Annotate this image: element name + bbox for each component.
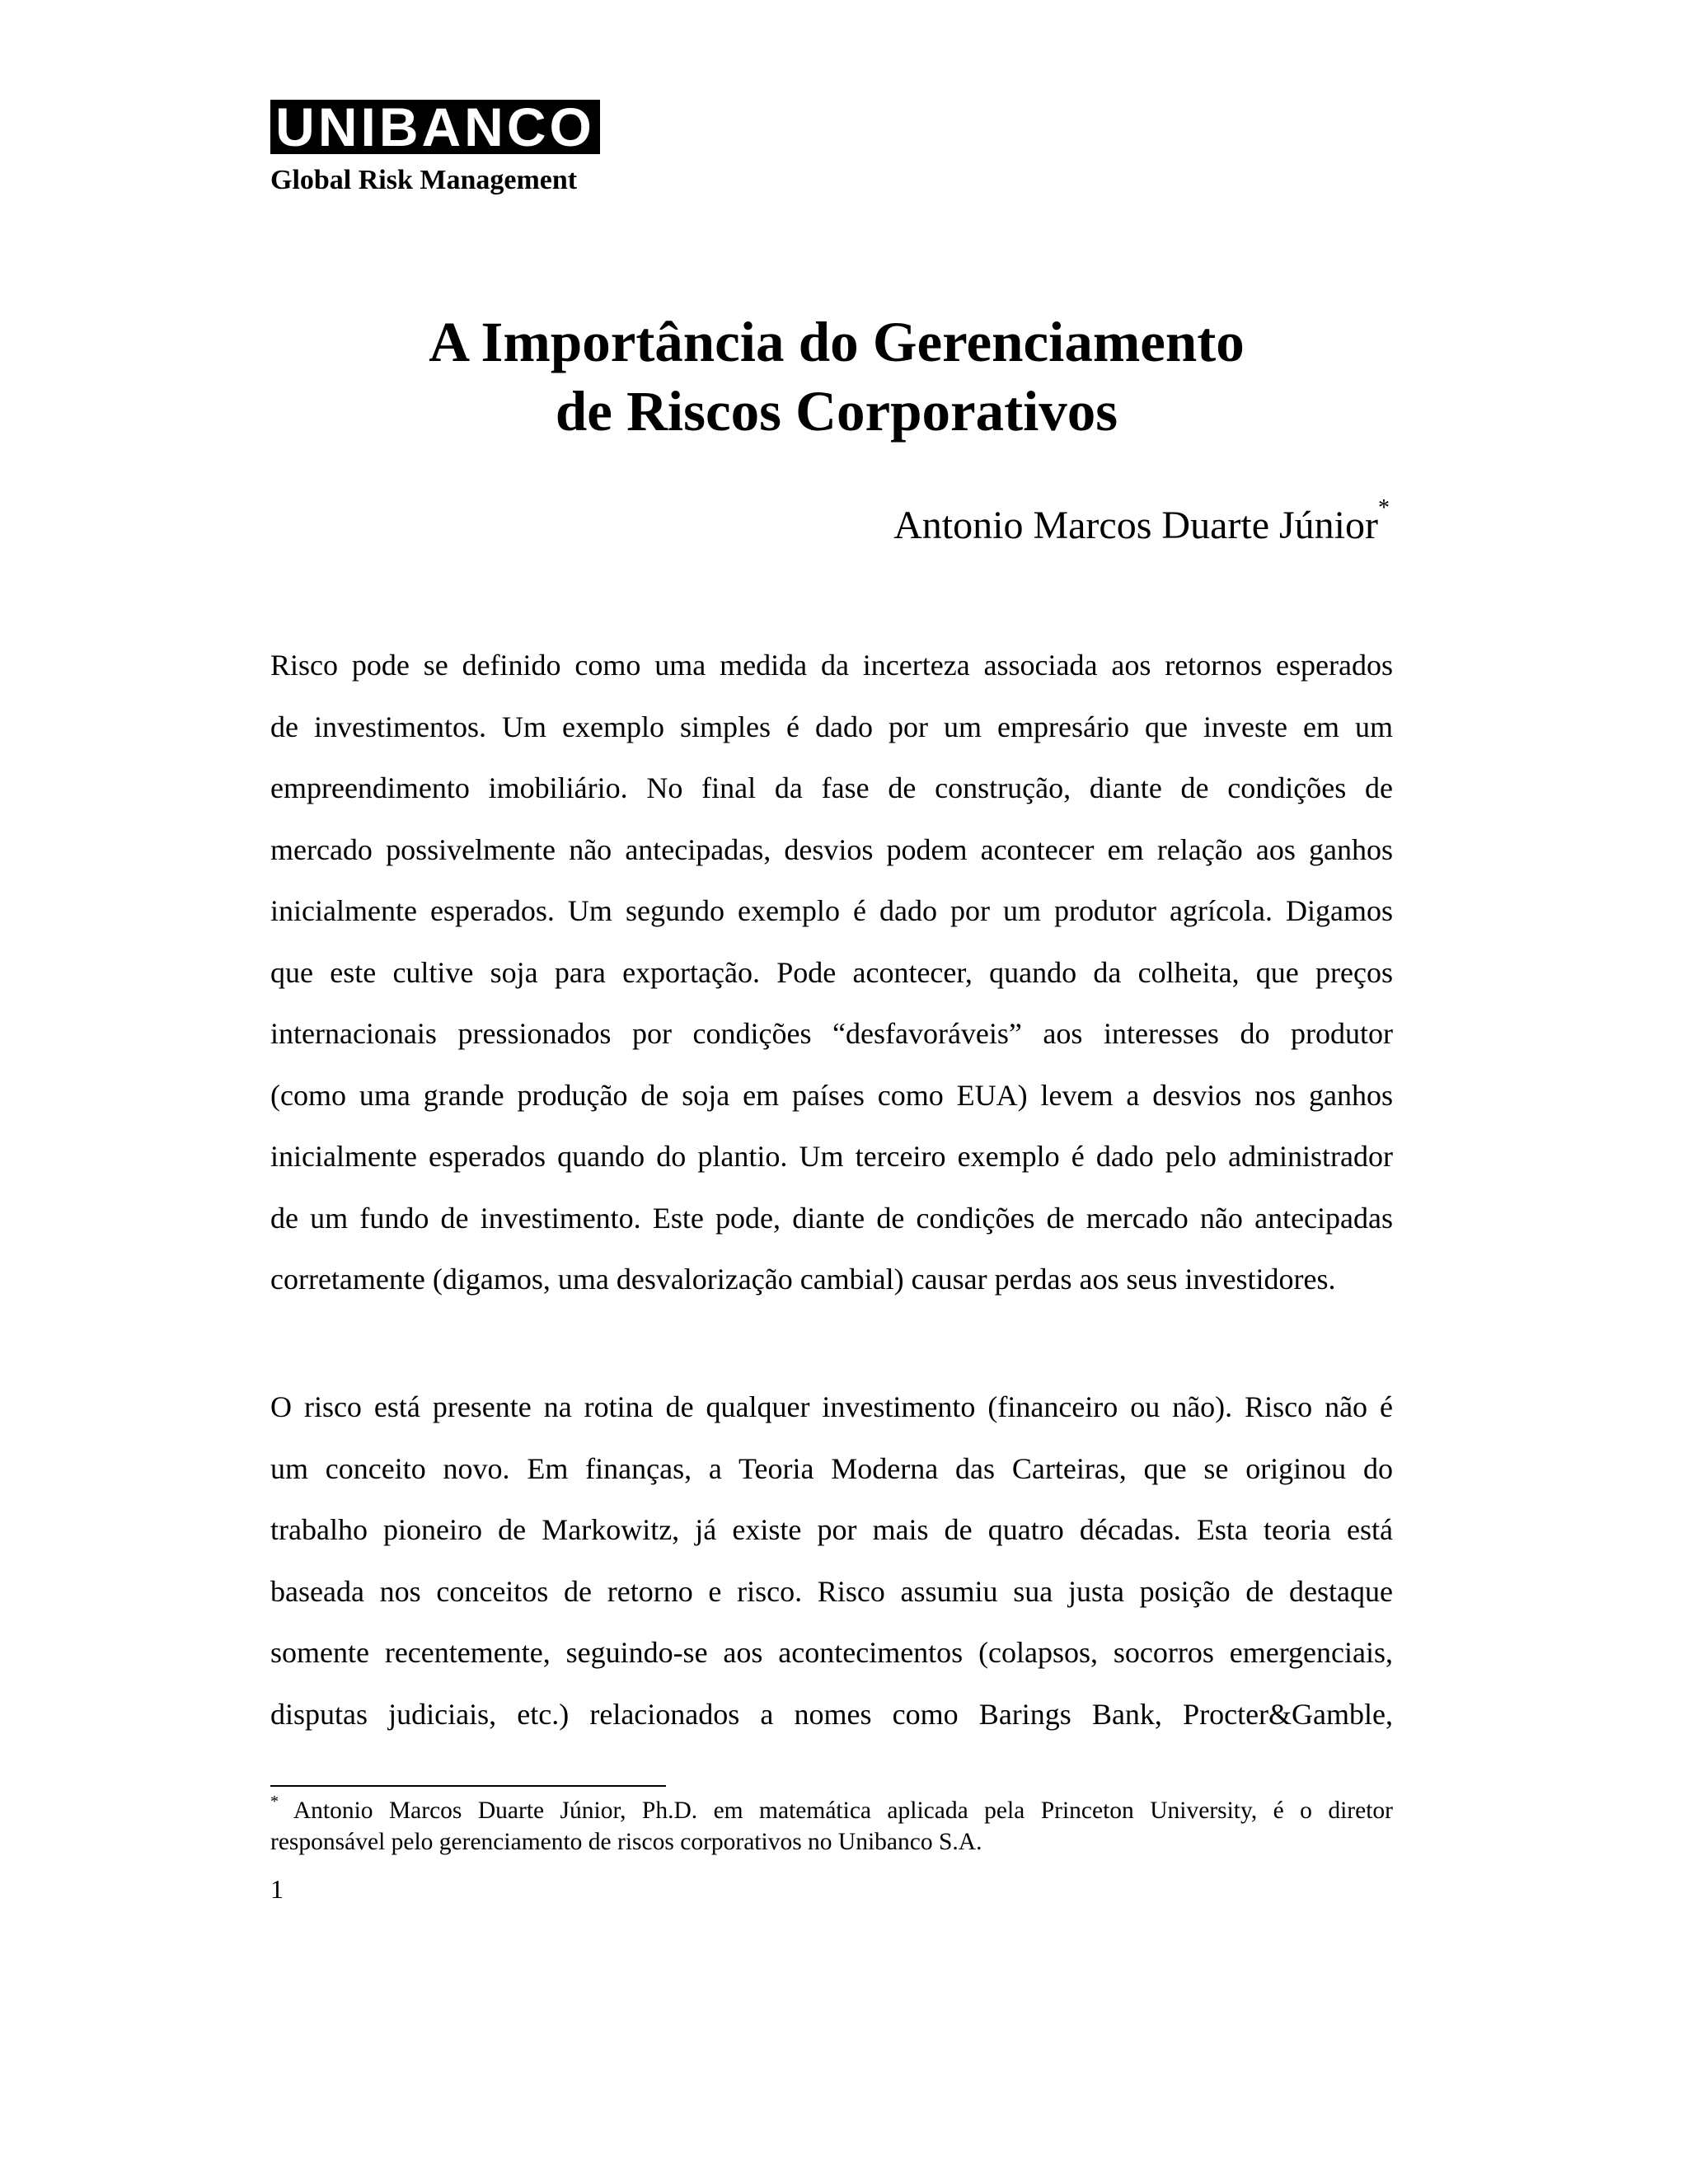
- paragraph-line: somente recentemente, seguindo-se aos acontecimentos (colapsos, socorros emergenciais,: [270, 1636, 1393, 1669]
- department-subtitle: Global Risk Management: [270, 165, 578, 195]
- paragraph-line: que este cultive soja para exportação. Pode acontecer, quando da colheita, que preços: [270, 955, 1393, 989]
- paragraph-line: baseada nos conceitos de retorno e risco. Risco assumiu sua justa posição de destaque: [270, 1574, 1393, 1608]
- paragraph-line: O risco está presente na rotina de qualquer investimento (financeiro ou não). Risco não é: [270, 1390, 1393, 1423]
- paragraph-line: disputas judiciais, etc.) relacionados a nomes como Barings Bank, Procter&Gamble,: [270, 1697, 1393, 1731]
- paragraph-1: [270, 635, 1393, 1310]
- paragraph-line: inicialmente esperados quando do plantio. Um terceiro exemplo é dado pelo administrador: [270, 1140, 1393, 1173]
- paragraph-line: inicialmente esperados. Um segundo exemplo é dado por um produtor agrícola. Digamos: [270, 894, 1393, 927]
- paragraph-line: mercado possivelmente não antecipadas, desvios podem acontecer em relação aos ganhos: [270, 832, 1393, 866]
- paragraph-line: de um fundo de investimento. Este pode, diante de condições de mercado não antecipadas: [270, 1201, 1393, 1235]
- paragraph-line: empreendimento imobiliário. No final da fase de construção, diante de condições de: [270, 771, 1393, 804]
- paragraph-line: Risco pode se definido como uma medida da incerteza associada aos retornos esperados: [270, 649, 1393, 682]
- footnote-line-2: responsável pelo gerenciamento de riscos corporativos no Unibanco S.A.: [270, 1829, 982, 1855]
- footnote-line-1: [270, 1795, 1393, 1826]
- footnote: [270, 1795, 1393, 1858]
- paragraph-line: um conceito novo. Em finanças, a Teoria Moderna das Carteiras, que se originou do: [270, 1451, 1393, 1485]
- author-byline: [893, 495, 1390, 551]
- author-footnote-marker: *: [1378, 495, 1390, 521]
- footnote-marker: *: [270, 1793, 279, 1811]
- author-name: Antonio Marcos Duarte Júnior: [893, 504, 1378, 547]
- paragraph-line: de investimentos. Um exemplo simples é dado por um empresário que investe em um: [270, 710, 1393, 743]
- footnote-text-1: Antonio Marcos Duarte Júnior, Ph.D. em matemática aplicada pela Princeton University, é o diretor: [293, 1797, 1393, 1824]
- page-number: 1: [270, 1874, 284, 1904]
- paragraph-line: (como uma grande produção de soja em países como EUA) levem a desvios nos ganhos: [270, 1078, 1393, 1112]
- unibanco-logo: UNIBANCO: [270, 100, 600, 154]
- footnote-rule: [270, 1785, 666, 1787]
- paragraph-2: [270, 1376, 1393, 1745]
- paragraph-line: internacionais pressionados por condições “desfavoráveis” aos interesses do produtor: [270, 1017, 1393, 1050]
- title-line-2: de Riscos Corporativos: [555, 380, 1118, 443]
- paragraph-line: trabalho pioneiro de Markowitz, já existe por mais de quatro décadas. Esta teoria está: [270, 1513, 1393, 1546]
- paragraph-line: corretamente (digamos, uma desvalorização cambial) causar perdas aos seus investidores.: [270, 1263, 1336, 1296]
- title-line-1: A Importância do Gerenciamento: [429, 311, 1245, 373]
